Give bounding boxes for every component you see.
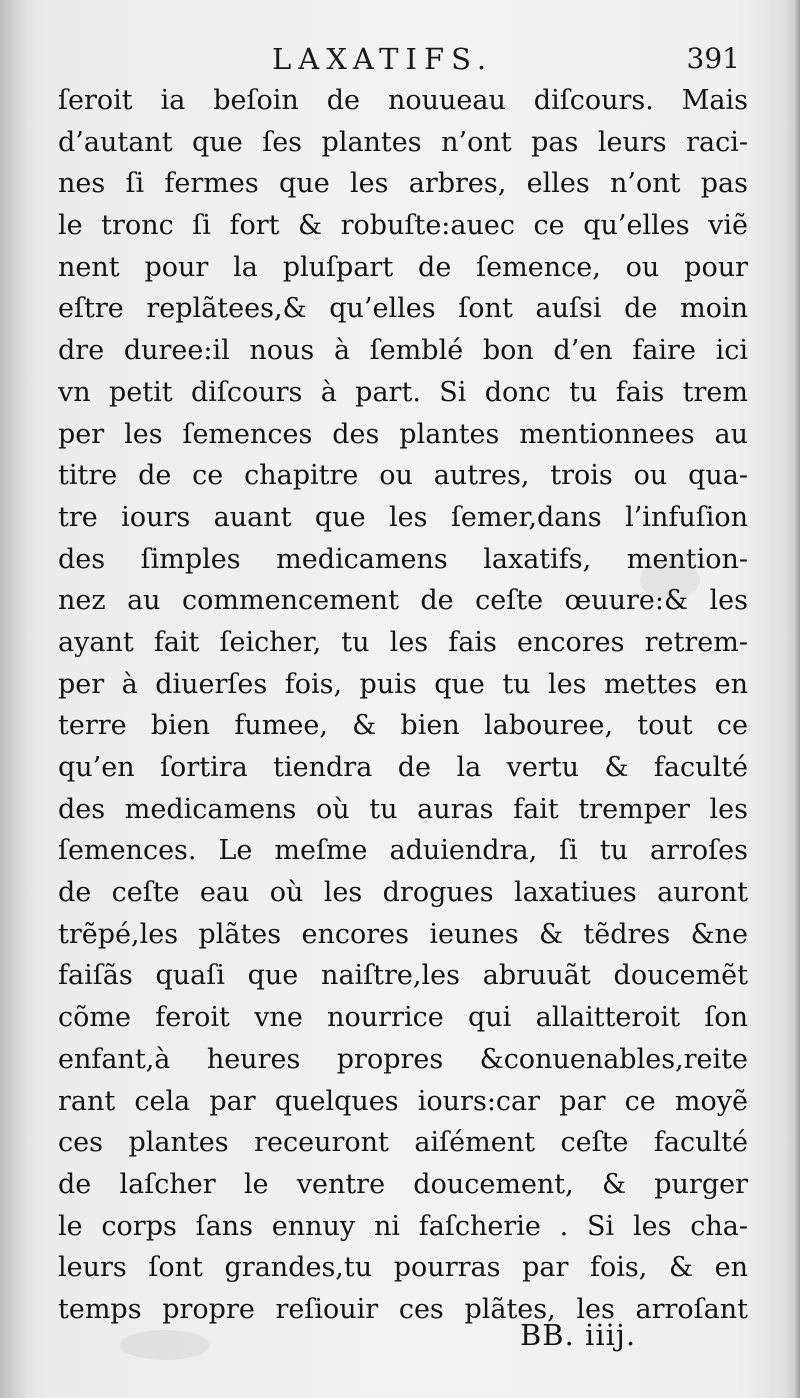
text-line: d’autant que ſes plantes n’ont pas leurs raci-: [58, 126, 748, 158]
signature-mark: BB. iiij.: [520, 1318, 637, 1352]
text-line: vn petit diſcours à part. Si donc tu fais trem: [58, 376, 748, 408]
text-line: rant cela par quelques iours:car par ce moyẽ: [58, 1085, 748, 1117]
text-line: terre bien fumee, & bien labouree, tout ce: [58, 710, 748, 742]
text-line: de ceſte eau où les drogues laxatiues auront: [58, 877, 748, 909]
text-line: ces plantes receuront aiſément ceſte faculté: [58, 1127, 748, 1159]
text-line: per les ſemences des plantes mentionnees au: [58, 418, 748, 450]
text-line: des medicamens où tu auras fait tremper les: [58, 793, 748, 825]
text-line: cõme feroit vne nourrice qui allaitteroit ſon: [58, 1002, 748, 1034]
text-line: nent pour la pluſpart de ſemence, ou pour: [58, 251, 748, 283]
running-head: [60, 34, 740, 84]
text-line: temps propre reſiouir ces plãtes, les arroſant: [58, 1293, 748, 1325]
text-line: le corps ſans ennuy ni faſcherie . Si les cha-: [58, 1210, 748, 1242]
text-line: eſtre replãtees,& qu’elles ſont auſsi de moin: [58, 293, 748, 325]
text-line: per à diuerſes fois, puis que tu les mettes en: [58, 668, 748, 700]
running-head-title: LAXATIFS.: [272, 42, 494, 76]
body-text: [58, 80, 748, 1331]
text-line: de laſcher le ventre doucement, & purger: [58, 1168, 748, 1200]
text-line: faiſãs quaſi que naiſtre,les abruuãt doucemẽt: [58, 960, 748, 992]
text-line: tre iours auant que les ſemer,dans l’infuſion: [58, 501, 748, 533]
text-line: ayant fait ſeicher, tu les fais encores retrem-: [58, 626, 748, 658]
text-line: titre de ce chapitre ou autres, trois ou qua-: [58, 460, 748, 492]
text-line: enfant,à heures propres &conuenables,reite: [58, 1043, 748, 1075]
page-number: 391: [686, 42, 740, 75]
text-line: le tronc ſi fort & robuſte:auec ce qu’elles viẽ: [58, 210, 748, 242]
text-line: nez au commencement de ceſte œuure:& les: [58, 585, 748, 617]
paper-stain: [120, 1330, 210, 1360]
text-line: ſemences. Le meſme aduiendra, ſi tu arroſes: [58, 835, 748, 867]
text-line: trẽpé,les plãtes encores ieunes & tẽdres &ne: [58, 918, 748, 950]
text-line: des ſimples medicamens laxatifs, mention-: [58, 543, 748, 575]
page-edge-shadow: [786, 0, 800, 1398]
text-line: ſeroit ia beſoin de nouueau diſcours. Mais: [58, 85, 748, 116]
text-line: leurs ſont grandes,tu pourras par fois, & en: [58, 1252, 748, 1284]
text-line: qu’en ſortira tiendra de la vertu & faculté: [58, 752, 748, 783]
text-line: dre duree:il nous à ſemblé bon d’en faire ici: [58, 335, 748, 367]
page-gutter-shadow: [0, 0, 28, 1398]
text-line: nes ſi fermes que les arbres, elles n’ont pas: [58, 168, 748, 200]
